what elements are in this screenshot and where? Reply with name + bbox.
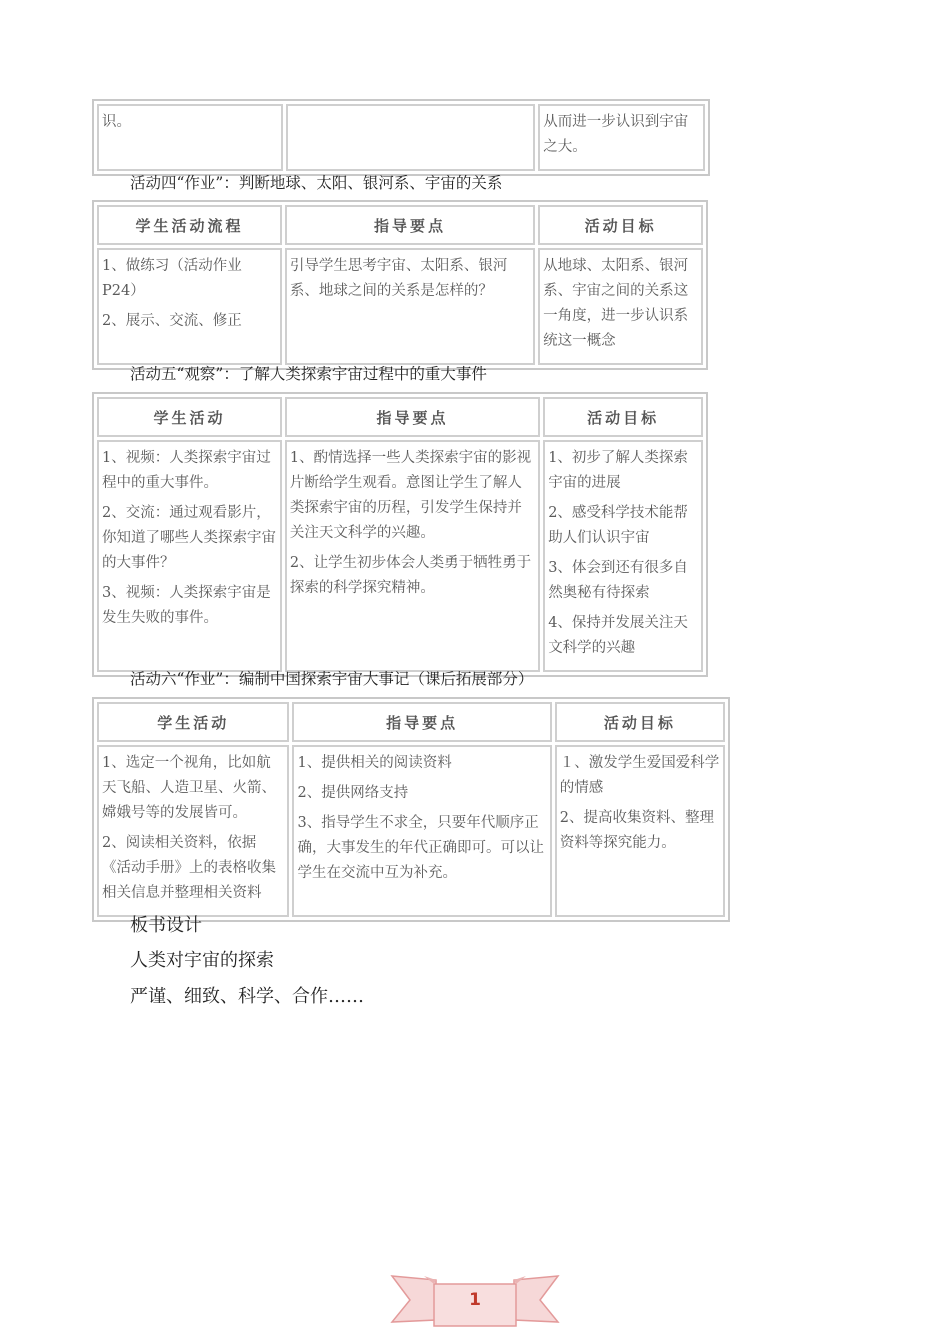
header-cell: 学生活动 [97, 702, 289, 742]
header-cell: 指导要点 [292, 702, 551, 742]
cell: 1、做练习（活动作业P24） 2、展示、交流、修正 [97, 248, 282, 365]
cell: 从而进一步认识到宇宙之大。 [538, 104, 705, 171]
cell: 1、酌情选择一些人类探索宇宙的影视片断给学生观看。意图让学生了解人类探索宇宙的历程，引发学生保持并关注天文科学的兴趣。 2、让学生初步体会人类勇于牺牲勇于探索的科学探究精神。 [285, 440, 540, 672]
header-cell: 活动目标 [538, 205, 703, 245]
activity6-caption: 活动六“作业”：编制中国探索宇宙大事记（课后拓展部分） [130, 670, 534, 688]
header-cell: 活动目标 [543, 397, 703, 437]
activity4-caption: 活动四“作业”：判断地球、太阳、银河系、宇宙的关系 [130, 174, 503, 192]
cell: 引导学生思考宇宙、太阳系、银河系、地球之间的关系是怎样的？ [285, 248, 535, 365]
board-heading: 板书设计 [130, 915, 202, 936]
cell: 1、初步了解人类探索宇宙的进展 2、感受科学技术能帮助人们认识宇宙 3、体会到还有很多自然奥秘有待探索 4、保持并发展关注天文科学的兴趣 [543, 440, 703, 672]
cell: 1、提供相关的阅读资料 2、提供网络支持 3、指导学生不求全，只要年代顺序正确，大事发生的年代正确即可。可以让学生在交流中互为补充。 [292, 745, 551, 917]
board-line-1: 人类对宇宙的探索 [130, 950, 274, 971]
activity4-table [92, 200, 708, 370]
header-cell: 学生活动 [97, 397, 282, 437]
activity5-table [92, 392, 708, 677]
header-cell: 指导要点 [285, 397, 540, 437]
cell: １、激发学生爱国爱科学的情感 2、提高收集资料、整理资料等探究能力。 [555, 745, 725, 917]
board-line-2: 严谨、细致、科学、合作…… [130, 986, 364, 1007]
header-cell: 指导要点 [285, 205, 535, 245]
header-cell: 活动目标 [555, 702, 725, 742]
cell: 从地球、太阳系、银河系、宇宙之间的关系这一角度，进一步认识系统这一概念 [538, 248, 703, 365]
activity6-table [92, 697, 730, 922]
header-cell: 学生活动流程 [97, 205, 282, 245]
activity5-caption: 活动五“观察”：了解人类探索宇宙过程中的重大事件 [130, 365, 487, 383]
cell: 1、视频：人类探索宇宙过程中的重大事件。 2、交流：通过观看影片，你知道了哪些人类探索宇宙的大事件？ 3、视频：人类探索宇宙是发生失败的事件。 [97, 440, 282, 672]
page-number: 1 [469, 1290, 481, 1310]
cell: 识。 [97, 104, 283, 171]
cell [286, 104, 535, 171]
cell: 1、选定一个视角，比如航天飞船、人造卫星、火箭、嫦娥号等的发展皆可。 2、阅读相关资料，依据《活动手册》上的表格收集相关信息并整理相关资料 [97, 745, 289, 917]
continuation-table [92, 99, 710, 176]
